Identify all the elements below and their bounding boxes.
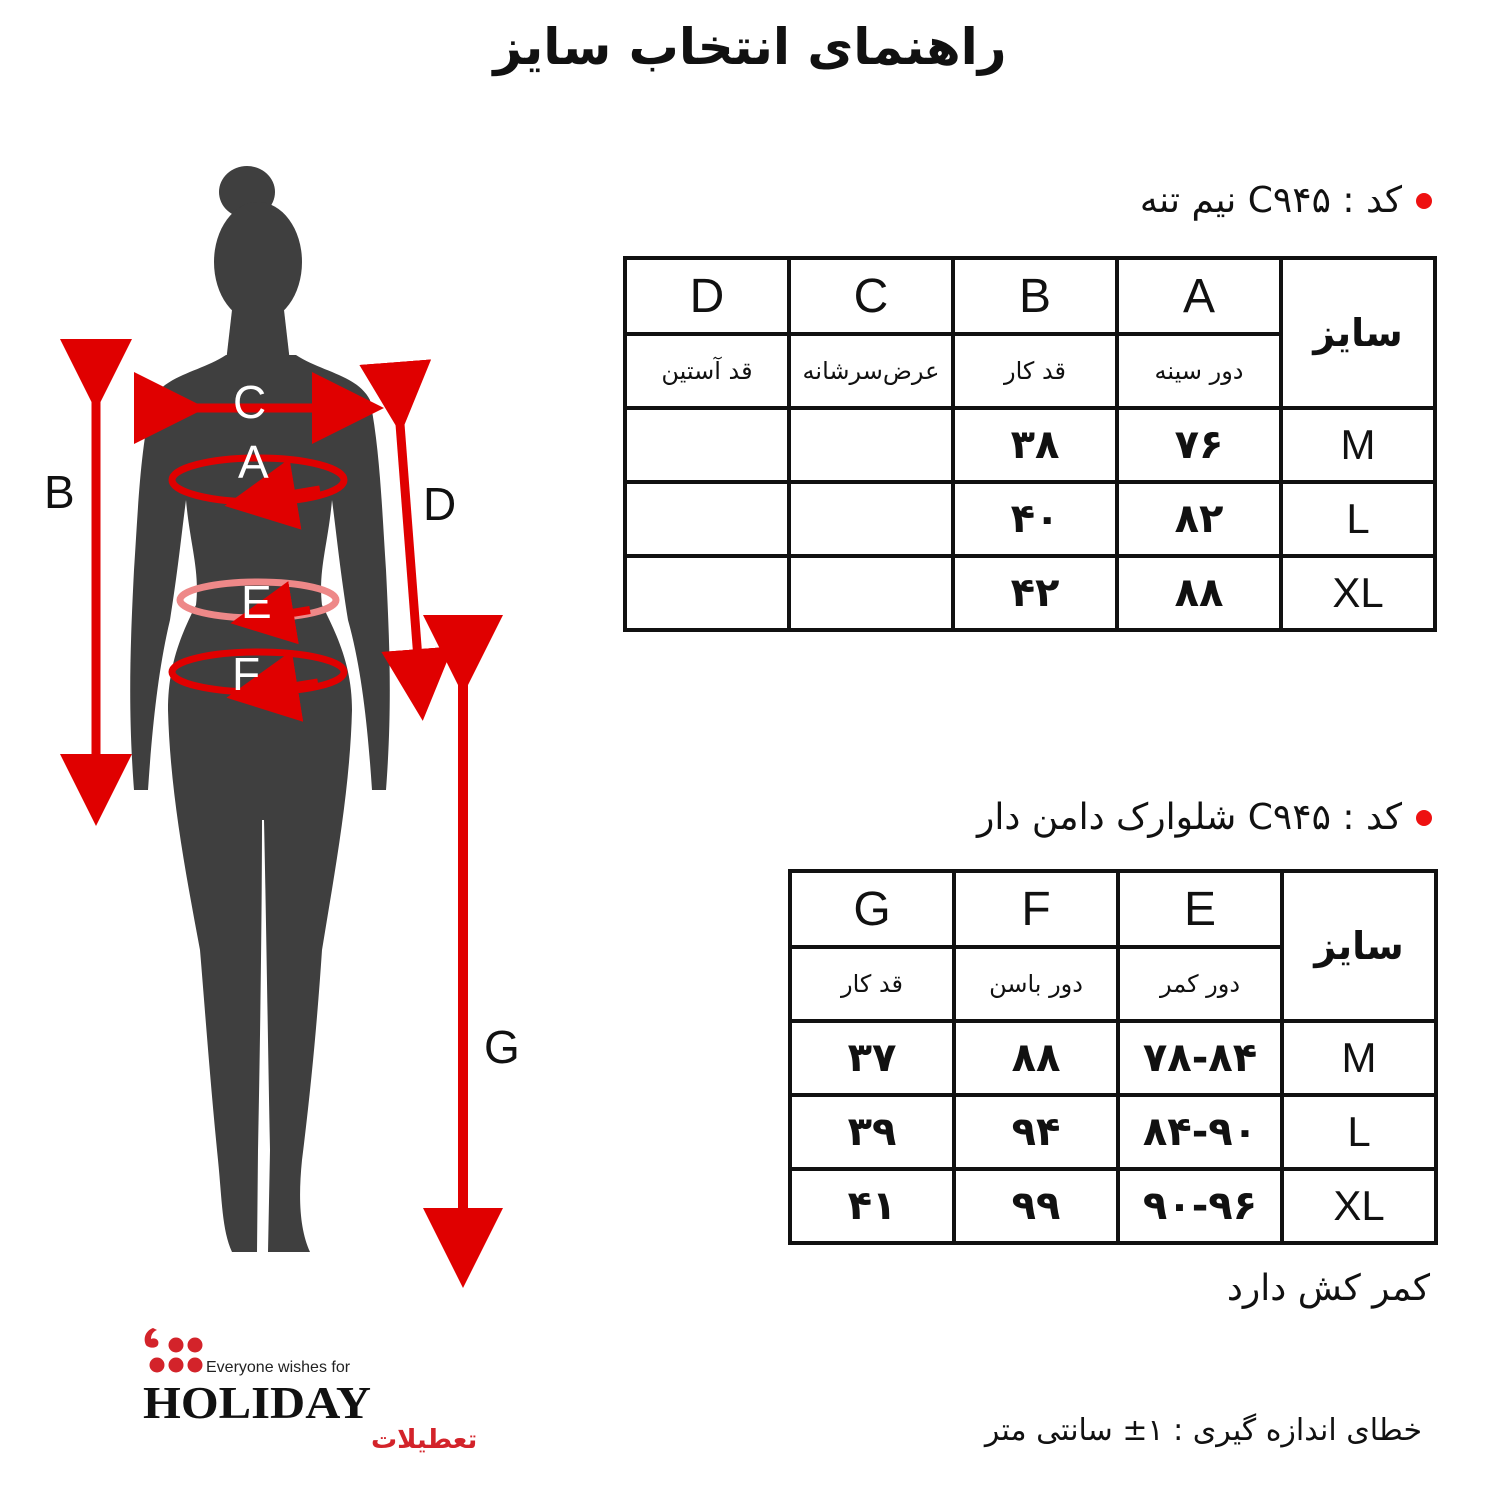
table-cell: ۳۸ [953, 408, 1117, 482]
table-cell: ۴۲ [953, 556, 1117, 630]
table-cell [625, 556, 789, 630]
size-label: XL [1282, 1169, 1436, 1243]
size-label: XL [1281, 556, 1435, 630]
table-cell: ۸۴-۹۰ [1118, 1095, 1282, 1169]
label-d: D [423, 478, 457, 530]
label-c: C [233, 376, 267, 428]
elastic-waist-note: کمر کش دارد [1226, 1268, 1430, 1309]
table-cell [789, 556, 953, 630]
logo-tagline: Everyone wishes for [206, 1359, 351, 1376]
table-cell: ۹۹ [954, 1169, 1118, 1243]
measurement-error-note: خطای اندازه گیری : ۱± سانتی متر [984, 1413, 1422, 1448]
holiday-logo [143, 1325, 478, 1455]
table-cell [625, 482, 789, 556]
col-name-shoulder: عرض‌سرشانه [789, 334, 953, 408]
silhouette [130, 166, 390, 1252]
table-cell: ۴۱ [790, 1169, 954, 1243]
table-cell: ۸۸ [954, 1021, 1118, 1095]
bottom-section-heading [977, 797, 1432, 838]
table-cell: ۹۰-۹۶ [1118, 1169, 1282, 1243]
table-cell: ۳۹ [790, 1095, 954, 1169]
top-heading-text: کد : C۹۴۵ نیم تنه [1139, 180, 1402, 221]
body-silhouette-diagram [0, 150, 560, 1290]
bottom-heading-text: کد : C۹۴۵ شلوارک دامن دار [977, 797, 1402, 838]
col-name-sleeve: قد آستین [625, 334, 789, 408]
label-f: F [232, 648, 261, 700]
size-header: سایز [1282, 871, 1436, 1021]
table-cell: ۷۶ [1117, 408, 1281, 482]
label-e: E [241, 576, 272, 628]
logo-dots-icon [145, 1328, 203, 1373]
table-cell: ۸۸ [1117, 556, 1281, 630]
label-b: B [44, 466, 75, 518]
col-name-chest: دور سینه [1117, 334, 1281, 408]
bottom-size-table [788, 869, 1438, 1245]
table-cell: ۸۲ [1117, 482, 1281, 556]
measurement-figure [0, 150, 560, 1290]
col-name-length: قد کار [953, 334, 1117, 408]
col-letter-c: C [789, 258, 953, 334]
bullet-icon [1416, 193, 1432, 209]
table-cell [625, 408, 789, 482]
logo-brand-fa: تعطیلات [371, 1425, 478, 1455]
page-title: راهنمای انتخاب سایز [493, 18, 1007, 76]
col-name-waist: دور کمر [1118, 947, 1282, 1021]
col-letter-e: E [1118, 871, 1282, 947]
col-letter-b: B [953, 258, 1117, 334]
size-label: M [1282, 1021, 1436, 1095]
table-cell [789, 408, 953, 482]
bullet-icon [1416, 810, 1432, 826]
arrow-d [398, 398, 420, 685]
col-letter-a: A [1117, 258, 1281, 334]
top-size-table [623, 256, 1437, 632]
table-cell [789, 482, 953, 556]
table-cell: ۷۸-۸۴ [1118, 1021, 1282, 1095]
col-name-length: قد کار [790, 947, 954, 1021]
logo-brand: HOLIDAY [143, 1377, 371, 1428]
top-section-heading [1140, 180, 1432, 221]
table-cell: ۹۴ [954, 1095, 1118, 1169]
size-label: L [1282, 1095, 1436, 1169]
col-name-hip: دور باسن [954, 947, 1118, 1021]
col-letter-g: G [790, 871, 954, 947]
table-cell: ۴۰ [953, 482, 1117, 556]
size-label: L [1281, 482, 1435, 556]
col-letter-d: D [625, 258, 789, 334]
size-header: سایز [1281, 258, 1435, 408]
table-cell: ۳۷ [790, 1021, 954, 1095]
logo-mark [143, 1325, 478, 1455]
size-label: M [1281, 408, 1435, 482]
col-letter-f: F [954, 871, 1118, 947]
label-a: A [238, 436, 269, 488]
label-g: G [484, 1021, 520, 1073]
